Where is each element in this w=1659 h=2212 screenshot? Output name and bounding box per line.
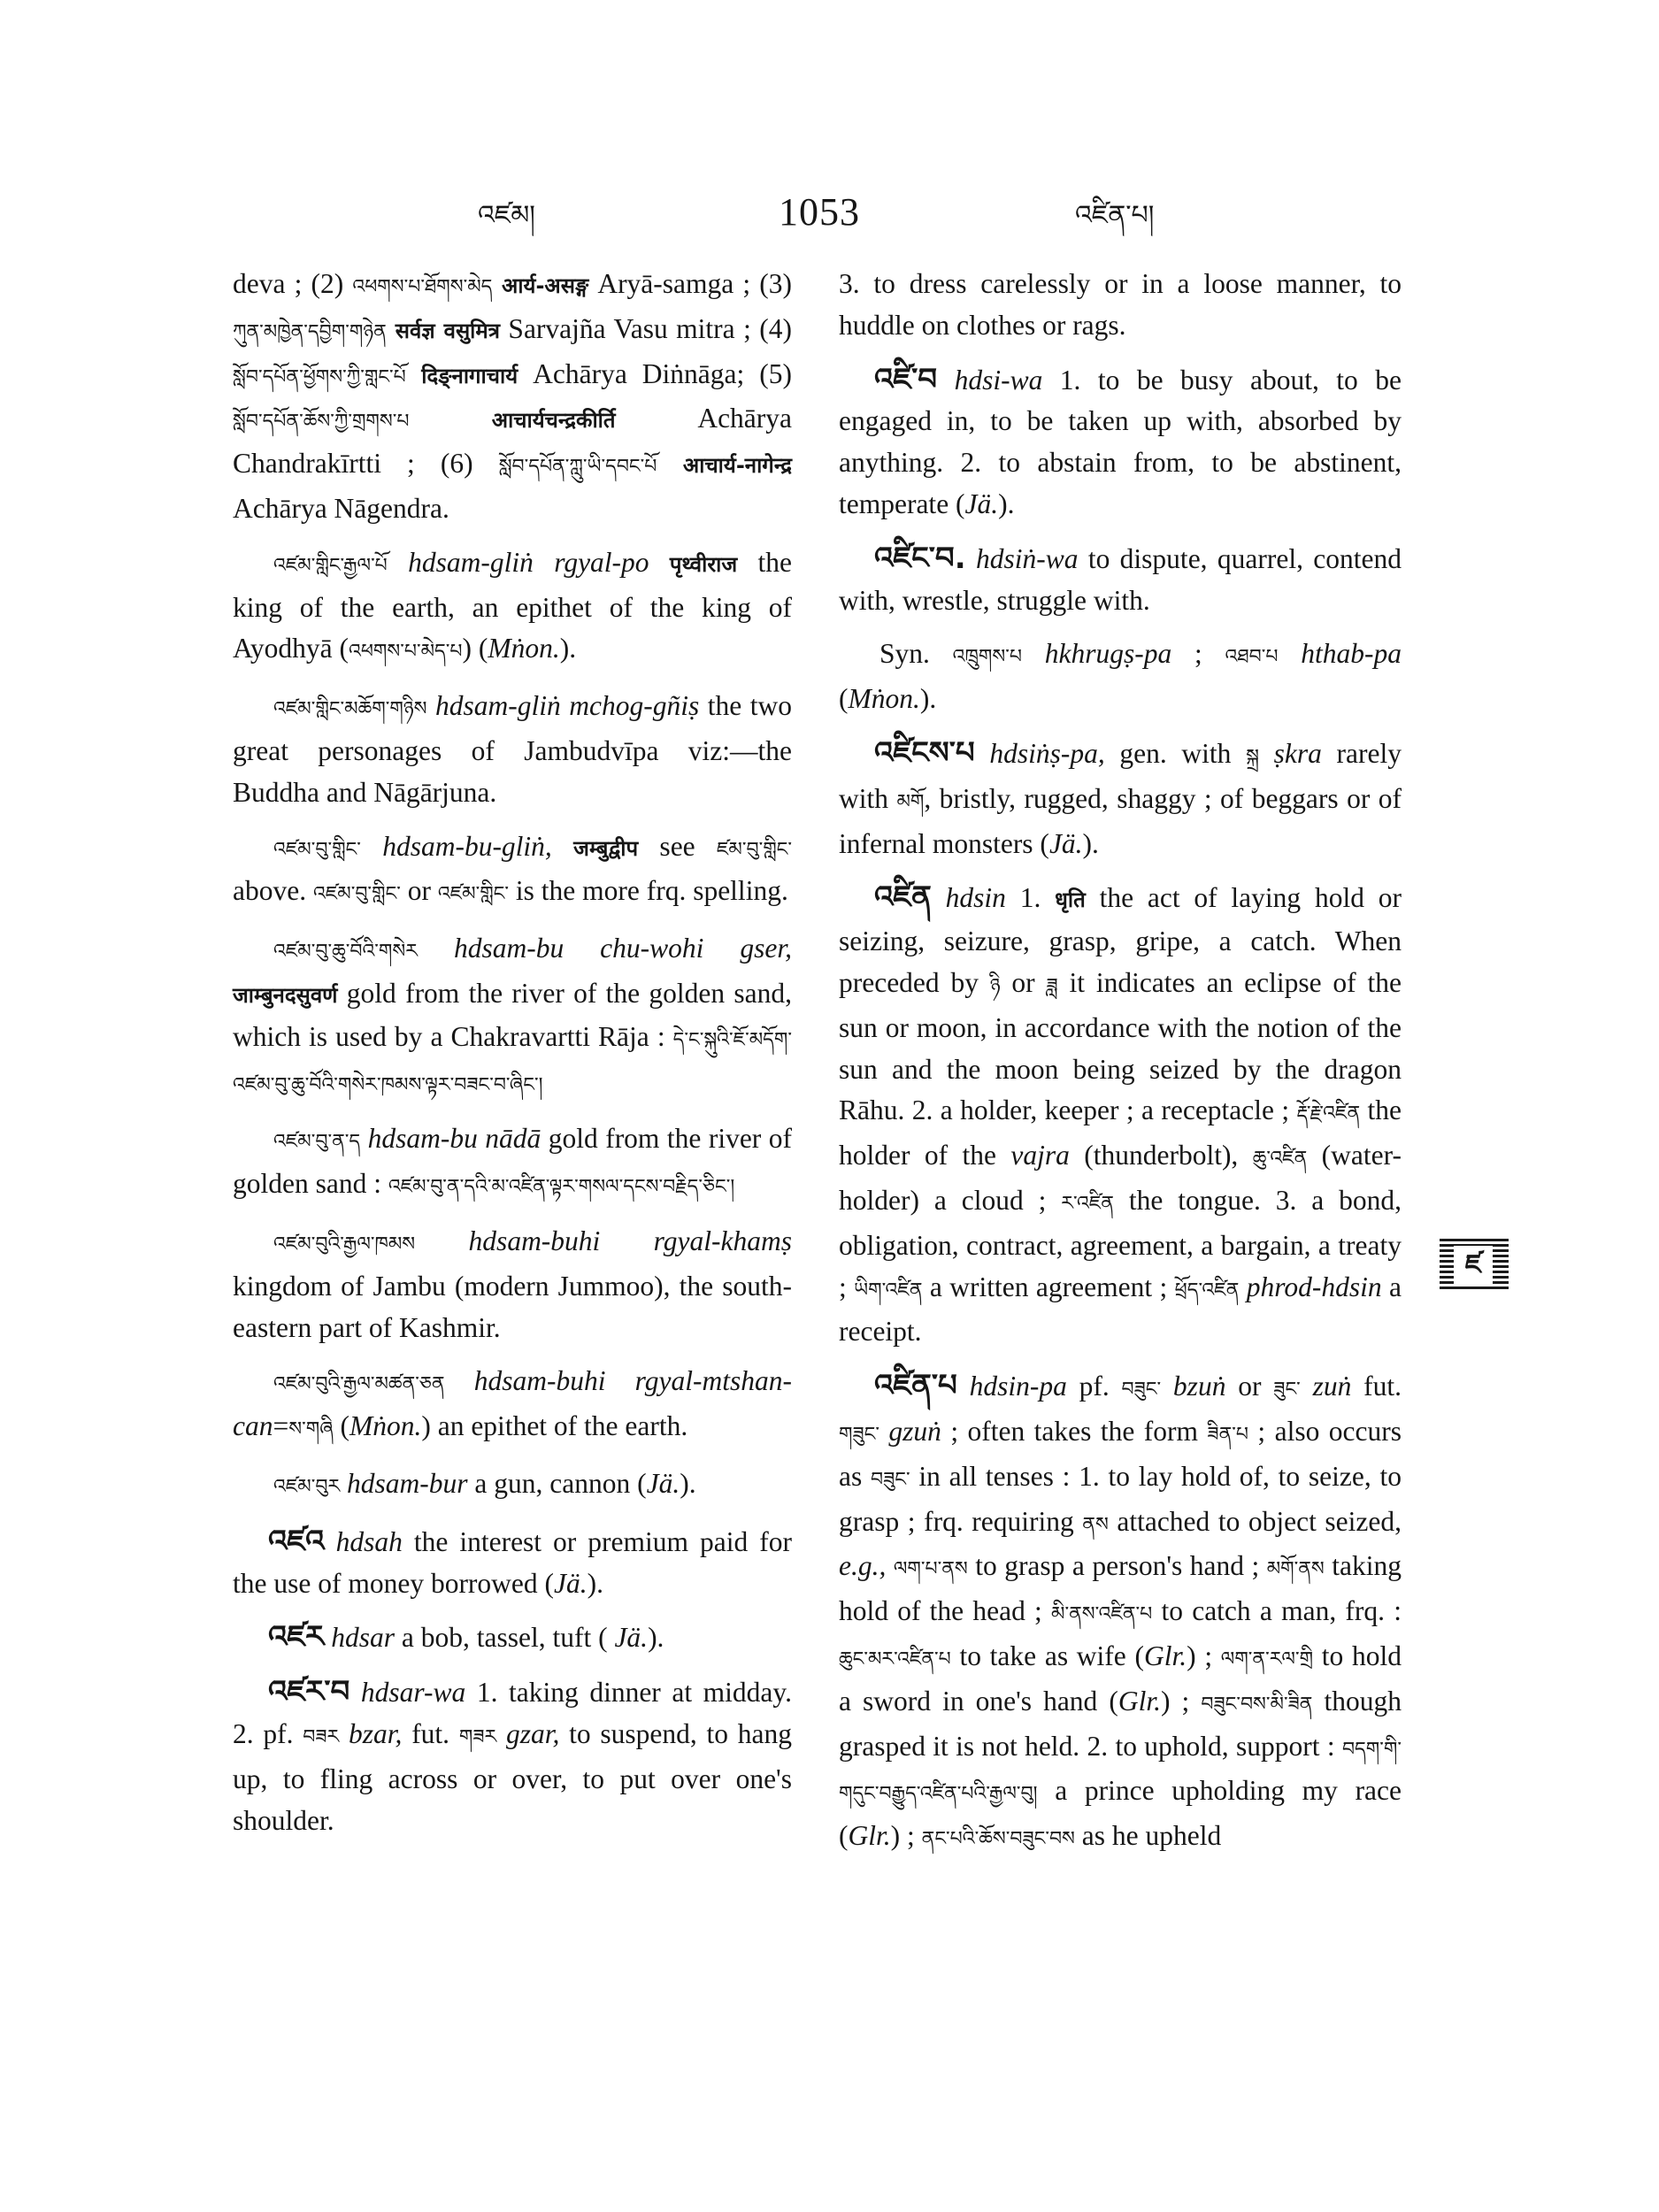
entry-synonyms	[839, 634, 1402, 720]
text: ) ;	[1187, 1640, 1221, 1671]
transliteration: hdsar	[324, 1622, 395, 1654]
entry-hdsam-glin-rgyal-po	[233, 542, 792, 673]
source-ref: Mṅon.	[349, 1410, 422, 1442]
definition: to dispute, quarrel, contend with, wrestle, struggle with.	[839, 542, 1402, 616]
tibetan-text: བཟུང་བས་མི་ཟིན	[1201, 1693, 1313, 1716]
transliteration: hkhrugṣ-pa	[1021, 638, 1172, 670]
text: to grasp a person's hand ;	[967, 1550, 1267, 1582]
tibetan-text: མི་ནས་འཛིན་པ	[1051, 1603, 1153, 1626]
transliteration: ṣkra	[1258, 737, 1322, 769]
text: or	[400, 875, 438, 907]
definition: ) an epithet of the earth.	[421, 1410, 688, 1442]
tibetan-text: སློབ་དཔོན་ཕྱོགས་ཀྱི་གླང་པོ	[233, 365, 406, 388]
page-number: 1053	[779, 190, 860, 234]
tibetan-text: སློབ་དཔོན་ཆོས་ཀྱི་གྲགས་པ	[233, 411, 410, 434]
tibetan-text: ཟིན་པ	[1207, 1423, 1248, 1446]
text: 1.	[1005, 882, 1056, 914]
tibetan-text: མགོ	[896, 790, 925, 813]
headword: འཛིན་པ	[874, 1368, 957, 1404]
tibetan-text: རྡོ་རྗེ་འཛིན	[1296, 1102, 1361, 1125]
entry-hdsam-bu-chu-wohi-gser	[233, 928, 792, 1106]
headword: འཛམ་གླིང་མཆོག་གཉིས	[273, 698, 427, 721]
text: a prince upholding my race (	[839, 1775, 1402, 1852]
headword: འཛིངས་པ	[874, 734, 975, 771]
text: taking hold of the head ;	[839, 1550, 1402, 1627]
text: Achārya Diṅnāga; (5)	[518, 357, 792, 389]
tibetan-text: ལག་པ་ནས	[893, 1558, 968, 1581]
transliteration: hdsi-wa	[937, 364, 1043, 396]
headword: འཛམ་གླིང་རྒྱལ་པོ	[273, 554, 388, 577]
text: ).	[998, 488, 1015, 519]
running-head-left-text: འཛམ།	[478, 200, 535, 231]
definition: a gun, cannon (	[467, 1467, 647, 1499]
transliteration: gzuṅ	[879, 1415, 941, 1447]
text: ;	[1171, 638, 1225, 670]
entry-hdsam-buhi-rgyal-mtshan-can	[233, 1361, 792, 1451]
headword: འཛམ་བུར	[273, 1475, 341, 1498]
tibetan-text: འཕགས་པ་ཐོགས་མེད	[352, 276, 493, 298]
text: or	[1000, 966, 1047, 998]
source-ref: Mṅon.	[488, 633, 560, 664]
tibetan-text: གཟུང་	[839, 1423, 879, 1446]
text: ) ;	[1161, 1685, 1202, 1717]
italic-term: e.g.,	[839, 1550, 887, 1582]
left-column	[233, 264, 792, 1854]
definition: though grasped it is not held. 2. to uphold, support :	[839, 1685, 1402, 1762]
entry-hdsar-wa	[233, 1671, 792, 1841]
definition: the king of the earth, an epithet of the king of Ayodhyā (	[233, 546, 793, 664]
tibetan-text: ལག་ན་རལ་གྲི	[1220, 1647, 1314, 1671]
entry-hdsam-bu-glin	[233, 826, 792, 917]
transliteration: hdsam-bu nādā	[360, 1123, 541, 1155]
running-head-right	[1075, 186, 1154, 242]
definition: the interest or premium paid for the use of money borrowed (	[233, 1525, 792, 1599]
tibetan-text: མགོ་ནས	[1266, 1558, 1325, 1581]
text: the holder of the	[839, 1094, 1402, 1171]
sanskrit-text: सर्वज्ञ वसुमित्र	[386, 318, 500, 343]
headword: འཛམ་བུ་ན་ད	[273, 1131, 361, 1154]
italic-term: vajra	[1010, 1140, 1070, 1171]
transliteration: hdsiṅ-wa	[965, 542, 1079, 574]
right-column	[839, 264, 1402, 1873]
tibetan-text: ཆུ་འཛིན	[1252, 1148, 1308, 1171]
tibetan-text: ཀུན་མཁྱེན་དབྱིག་གཉེན	[233, 320, 387, 343]
text: pf.	[1066, 1371, 1122, 1402]
tibetan-text: ནས	[1082, 1513, 1109, 1536]
definition: 1. to be busy about, to be engaged in, to be taken up with, absorbed by anything. 2. to abstain from, to be abstinent, temperate (	[839, 364, 1402, 519]
headword: འཛམ་བུའི་རྒྱལ་ཁམས	[273, 1233, 416, 1256]
definition: 3. to dress carelessly or in a loose manner, to huddle on clothes or rags.	[839, 268, 1402, 341]
definition: to suspend, to hang up, to fling across or over, to put over one's shoulder.	[233, 1717, 793, 1836]
source-ref: Mṅon.	[848, 683, 920, 715]
entry-continuation	[233, 264, 792, 530]
source-ref: Jä.	[646, 1467, 680, 1499]
transliteration: hdsam-bu chu-wohi gser,	[417, 933, 792, 964]
headword: འཛིང་བ.	[874, 540, 966, 576]
entry-hdsam-bu-nada	[233, 1118, 792, 1209]
text: ) (	[462, 633, 488, 664]
tibetan-text: ཡིག་འཛིན	[854, 1279, 923, 1302]
sanskrit-text: जाम्बुनदसुवर्ण	[233, 982, 338, 1008]
definition: 1. taking dinner at midday. 2. pf.	[233, 1677, 792, 1749]
text: to catch a man, frq. :	[1152, 1595, 1402, 1627]
text: Achārya Chandrakīrtti ; (6)	[233, 403, 793, 480]
entry-continuation	[839, 264, 1402, 347]
tibetan-text: འཛམ་བུ་གླིང་	[312, 883, 401, 906]
source-ref: Glr.	[1118, 1685, 1161, 1717]
tibetan-quote: འཛམ་བུ་ན་དའི་མ་འཛིན་ལྟར་གསལ་དངས་བརྗིད་ཅིང་།	[388, 1176, 735, 1199]
entry-hdsin	[839, 877, 1402, 1353]
text: fut.	[402, 1717, 459, 1749]
text: ).	[648, 1622, 664, 1654]
running-head-right-text: འཛིན་པ།	[1075, 200, 1155, 231]
tibetan-text: འཕགས་པ་མེད་པ	[348, 641, 463, 664]
definition: the tongue. 3. a bond, obligation, contract, agreement, a bargain, a treaty ;	[839, 1184, 1402, 1302]
text: Aryā-samga ; (3)	[588, 268, 792, 299]
transliteration: gzar,	[496, 1717, 560, 1749]
text: or	[1225, 1371, 1274, 1402]
sanskrit-text: आचार्य-नागेन्द्र	[657, 453, 792, 479]
entry-hdsam-bur	[233, 1463, 792, 1509]
text: ).	[1082, 827, 1099, 859]
text: a written agreement ;	[922, 1271, 1175, 1302]
entry-hdsar	[233, 1617, 792, 1659]
tibetan-text: བཟར	[303, 1725, 340, 1748]
text: (	[839, 683, 849, 715]
transliteration: hdsah	[324, 1525, 403, 1557]
thumb-index-glyph: ཛ	[1454, 1246, 1493, 1285]
source-ref: Jä.	[964, 488, 999, 519]
definition: the two great personages of Jambudvīpa viz:—the Buddha and Nāgārjuna.	[233, 690, 793, 808]
text: (water-holder) a cloud ;	[839, 1140, 1402, 1216]
tibetan-text: སྐྲ	[1246, 745, 1259, 768]
text: see	[638, 830, 717, 862]
entry-hdsam-buhi-rgyal-khams	[233, 1221, 792, 1348]
text: ).	[919, 683, 937, 715]
transliteration: hdsam-gliṅ rgyal-po	[387, 546, 670, 578]
definition: kingdom of Jambu (modern Jummoo), the south-eastern part of Kashmir.	[233, 1270, 792, 1343]
source-ref: Glr.	[1143, 1640, 1187, 1671]
text: (thunderbolt),	[1069, 1140, 1253, 1171]
text: Achārya Nāgendra.	[233, 492, 449, 524]
text	[886, 1550, 893, 1581]
text: attached to object seized,	[1108, 1505, 1402, 1537]
entry-hdsins-pa	[839, 733, 1402, 864]
transliteration: hdsin	[931, 882, 1006, 914]
text: deva ; (2)	[233, 268, 353, 299]
transliteration: hdsam-bu-gliṅ,	[360, 830, 574, 862]
tibetan-text: ནང་པའི་ཆོས་བཟུང་བས	[921, 1828, 1075, 1851]
tibetan-text: སློབ་དཔོན་ཀླུ་ཡི་དབང་པོ	[498, 456, 657, 479]
transliteration: hdsam-bur	[340, 1467, 468, 1499]
transliteration: bzuṅ	[1161, 1371, 1226, 1402]
sanskrit-text: धृति	[1055, 887, 1086, 913]
text: above.	[233, 875, 313, 907]
tibetan-text: ཆུང་མར་འཛིན་པ	[839, 1647, 951, 1671]
source-ref: Jä.	[614, 1622, 649, 1654]
headword: འཛར	[268, 1619, 325, 1655]
text: ; often takes the form	[941, 1415, 1208, 1447]
transliteration: bzar,	[339, 1717, 403, 1749]
text: is the more frq. spelling.	[509, 875, 788, 907]
text: rarely with	[839, 737, 1402, 814]
definition: it indicates an eclipse of the sun or moon, in accordance with the notion of the sun and the moon being seized by the dragon Rāhu. 2. a holder, keeper ; a receptacle ;	[839, 966, 1402, 1126]
entry-hdsin-wa	[839, 538, 1402, 622]
tibetan-text: བདག་གི་གདུང་བརྒྱུད་འཛིན་པའི་རྒྱལ་བུ།	[839, 1738, 1402, 1806]
transliteration: hthab-pa	[1278, 638, 1402, 670]
headword: འཛམ་བུ་གླིང་	[273, 838, 361, 861]
tibetan-text: ཛམ་བུ་གླིང་	[716, 838, 792, 861]
text: =	[273, 1410, 289, 1442]
text: ) ;	[890, 1820, 922, 1852]
source-ref: Jä.	[554, 1567, 588, 1599]
text: as he upheld	[1074, 1820, 1222, 1852]
text: fut.	[1351, 1371, 1402, 1402]
headword: འཛི་བ	[874, 361, 938, 397]
tibetan-text: འཐབ་པ	[1225, 646, 1279, 669]
headword: འཛའ	[268, 1523, 325, 1559]
transliteration: phrod-hdsin	[1239, 1271, 1382, 1302]
source-ref: Jä.	[1048, 827, 1083, 859]
text: (	[333, 1410, 349, 1442]
entry-hdsin-pa	[839, 1365, 1402, 1861]
text: Syn.	[879, 638, 953, 670]
sanskrit-text: जम्बुद्वीप	[573, 835, 639, 861]
tibetan-text: ཟུང་	[1273, 1379, 1301, 1402]
tibetan-text: བཟུང་	[1121, 1379, 1162, 1402]
tibetan-text: ཕྲོད་འཛིན	[1174, 1279, 1240, 1302]
transliteration: hdsam-buhi rgyal-mtshan-can	[233, 1365, 792, 1442]
transliteration: hdsar-wa	[349, 1677, 466, 1709]
source-ref: Glr.	[848, 1820, 891, 1852]
text: ).	[587, 1567, 604, 1599]
tibetan-text: འཛམ་གླིང་	[437, 883, 509, 906]
tibetan-text: ར་འཛིན	[1061, 1192, 1114, 1215]
headword: འཛམ་བུའི་རྒྱལ་མཚན་ཅན	[273, 1373, 445, 1396]
headword: འཛིན	[874, 879, 932, 916]
transliteration: zuṅ	[1300, 1371, 1352, 1402]
transliteration: hdsin-pa	[956, 1371, 1067, 1402]
text: Sarvajña Vasu mitra ; (4)	[499, 312, 792, 344]
text: a receipt.	[839, 1271, 1402, 1348]
sanskrit-text: आचार्यचन्द्रकीर्ति	[409, 408, 616, 434]
tibetan-text: ཉི	[989, 974, 1001, 997]
tibetan-text: འཁྲུགས་པ	[952, 646, 1022, 669]
text: to take as wife (	[950, 1640, 1144, 1671]
sanskrit-text: दिङ्नागाचार्य	[405, 363, 518, 388]
entry-hdsi-wa	[839, 359, 1402, 526]
text: gen. with	[1104, 737, 1247, 769]
text: ).	[559, 633, 577, 664]
text: ; also occurs as	[839, 1415, 1402, 1492]
headword: འཛམ་བུ་ཆུ་བོའི་གསེར	[273, 941, 418, 964]
tibetan-text: ཟླ	[1046, 974, 1058, 997]
definition: a bob, tassel, tuft (	[395, 1622, 615, 1654]
definition: in all tenses : 1. to lay hold of, to seize, to grasp ; frq. requiring	[839, 1460, 1402, 1537]
transliteration: hdsam-gliṅ mchog-gñiṣ	[426, 690, 700, 722]
tibetan-text: གཟར	[458, 1725, 497, 1748]
sanskrit-text: पृथ्वीराज	[669, 551, 738, 577]
definition: , bristly, rugged, shaggy ; of beggars or of infernal monsters (	[839, 782, 1402, 859]
entry-hdsam-glin-mchog-gnis	[233, 686, 792, 813]
text: to hold a sword in one's hand (	[839, 1640, 1402, 1717]
text: ).	[680, 1467, 696, 1499]
definition: gold from the river of the golden sand, which is used by a Chakravartti Rāja :	[233, 977, 792, 1052]
definition: the act of laying hold or seizing, seizure, grasp, gripe, a catch. When preceded by	[839, 882, 1402, 998]
definition: gold from the river of golden sand :	[233, 1123, 792, 1200]
tibetan-quote: དེ་ང་སྐུའི་ཇོ་མདོག་འཛམ་བུ་ཆུ་བོའི་གསེར་ཁམས་ལྟར་བཟང་བ་ཞིང་།	[233, 1028, 792, 1096]
tibetan-text: ས་གཞི	[288, 1418, 334, 1441]
entry-hdsah	[233, 1521, 792, 1605]
headword: འཛར་བ	[268, 1674, 350, 1710]
running-head-left	[478, 186, 535, 242]
transliteration: hdsam-buhi rgyal-khamṣ	[415, 1225, 792, 1256]
sanskrit-text: आर्य-असङ्ग	[492, 273, 589, 298]
thumb-index-tab	[1440, 1239, 1509, 1292]
tibetan-text: བཟུང་	[871, 1468, 910, 1491]
transliteration: hdsiṅṣ-pa,	[974, 737, 1105, 769]
